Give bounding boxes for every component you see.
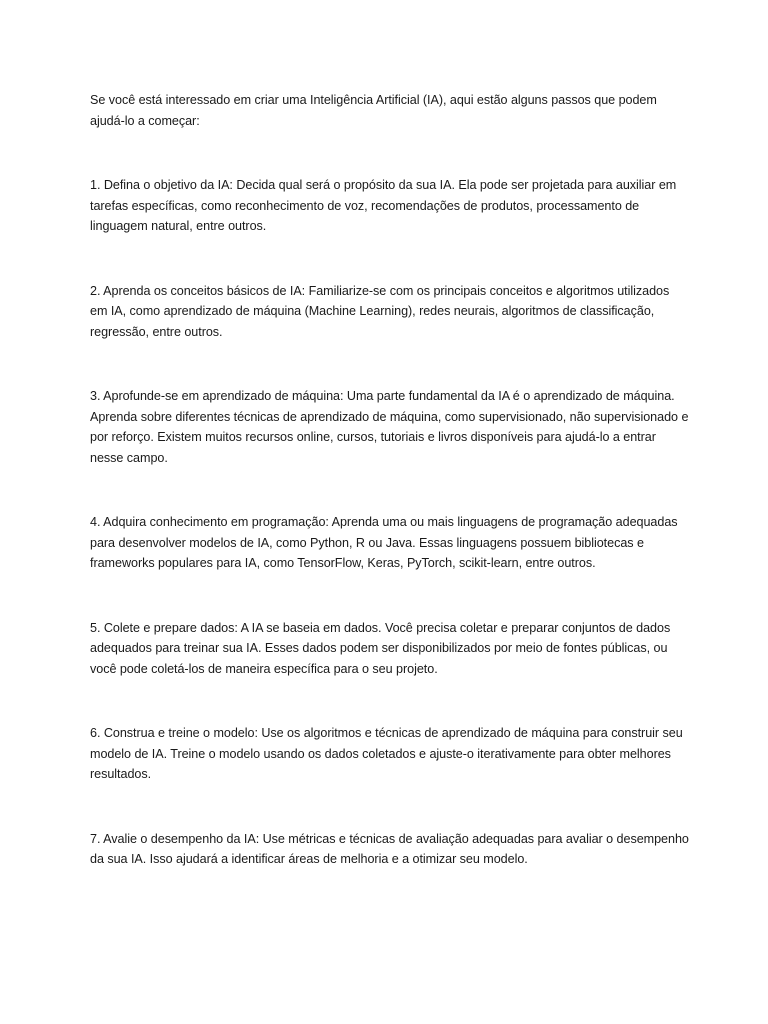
document-page xyxy=(90,90,690,870)
step-paragraph-7: 7. Avalie o desempenho da IA: Use métricas e técnicas de avaliação adequadas para avaliar o desempenho da sua IA. Isso ajudará a identificar áreas de melhoria e a otimizar seu modelo. xyxy=(90,831,689,866)
step-paragraph-3: 3. Aprofunde-se em aprendizado de máquina: Uma parte fundamental da IA é o aprendizado de máquina. Aprenda sobre diferentes técnicas de aprendizado de máquina, como supervisionado, não supervisionado e por reforço. Existem muitos recursos online, cursos, tutoriais e livros disponíveis para ajudá-lo a entrar nesse campo. xyxy=(90,389,689,465)
step-paragraph-4: 4. Adquira conhecimento em programação: Aprenda uma ou mais linguagens de programação adequadas para desenvolver modelos de IA, como Python, R ou Java. Essas linguagens possuem bibliotecas e frameworks populares para IA, como TensorFlow, Keras, PyTorch, scikit-learn, entre outros. xyxy=(90,515,678,570)
intro-paragraph: Se você está interessado em criar uma Inteligência Artificial (IA), aqui estão alguns passos que podem ajudá-lo a começar: xyxy=(90,93,657,128)
step-paragraph-1: 1. Defina o objetivo da IA: Decida qual será o propósito da sua IA. Ela pode ser projetada para auxiliar em tarefas específicas, como reconhecimento de voz, recomendações de produtos, processamento de linguagem natural, entre outros. xyxy=(90,178,677,233)
step-paragraph-5: 5. Colete e prepare dados: A IA se baseia em dados. Você precisa coletar e preparar conjuntos de dados adequados para treinar sua IA. Esses dados podem ser disponibilizados por meio de fontes públicas, ou você pode coletá-los de maneira específica para o seu projeto. xyxy=(90,620,671,676)
step-paragraph-6: 6. Construa e treine o modelo: Use os algoritmos e técnicas de aprendizado de máquina para construir seu modelo de IA. Treine o modelo usando os dados coletados e ajuste-o iterativamente para obter melhores resultados. xyxy=(90,726,683,781)
step-paragraph-2: 2. Aprenda os conceitos básicos de IA: Familiarize-se com os principais conceitos e algoritmos utilizados em IA, como aprendizado de máquina (Machine Learning), redes neurais, algoritmos de classificação, regressão, entre outros. xyxy=(90,283,670,339)
